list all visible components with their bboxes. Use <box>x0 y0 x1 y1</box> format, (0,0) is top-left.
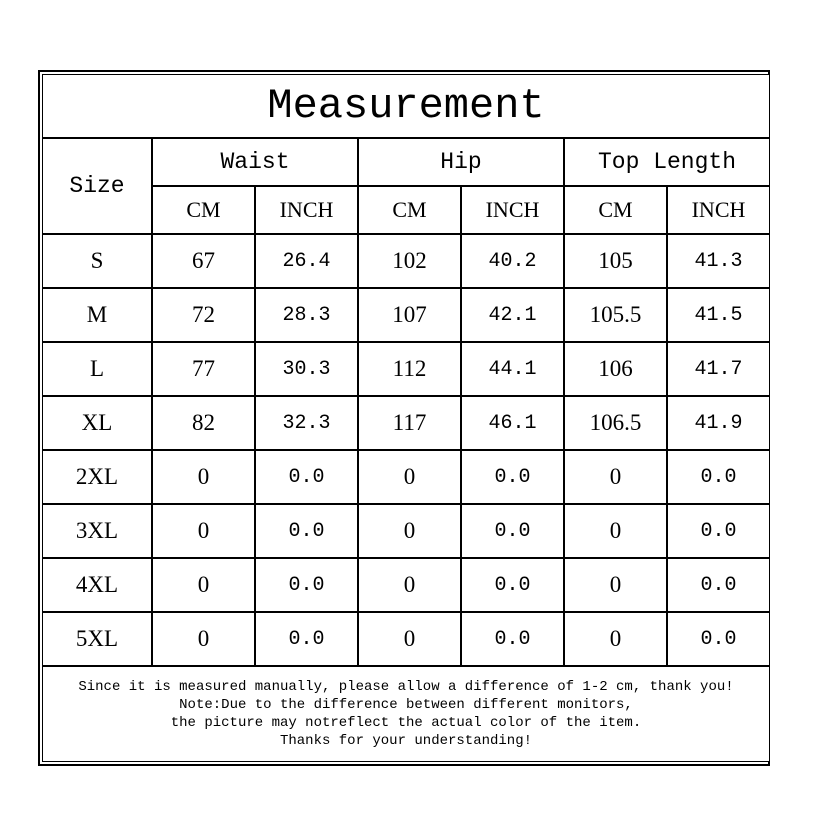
hip-inch-cell: 44.1 <box>461 342 564 396</box>
top-length-cm-cell: 0 <box>564 450 667 504</box>
top-length-cm-cell: 0 <box>564 612 667 666</box>
top-length-cm-cell: 105 <box>564 234 667 288</box>
disclaimer-note <box>42 666 770 762</box>
subheader-hip-cm: CM <box>358 186 461 234</box>
size-cell: 3XL <box>42 504 152 558</box>
waist-cm-cell: 67 <box>152 234 255 288</box>
hip-inch-cell: 0.0 <box>461 558 564 612</box>
note-line: Since it is measured manually, please allow a difference of 1-2 cm, thank you! <box>78 679 734 695</box>
size-cell: 2XL <box>42 450 152 504</box>
top-length-inch-cell: 41.9 <box>667 396 770 450</box>
waist-cm-cell: 0 <box>152 612 255 666</box>
waist-cm-cell: 0 <box>152 450 255 504</box>
hip-cm-cell: 117 <box>358 396 461 450</box>
hip-inch-cell: 40.2 <box>461 234 564 288</box>
size-cell: 4XL <box>42 558 152 612</box>
size-cell: XL <box>42 396 152 450</box>
hip-cm-cell: 0 <box>358 450 461 504</box>
subheader-waist-inch: INCH <box>255 186 358 234</box>
top-length-inch-cell: 41.3 <box>667 234 770 288</box>
waist-inch-cell: 26.4 <box>255 234 358 288</box>
hip-cm-cell: 107 <box>358 288 461 342</box>
size-cell: S <box>42 234 152 288</box>
top-length-inch-cell: 41.7 <box>667 342 770 396</box>
header-size: Size <box>42 138 152 234</box>
top-length-inch-cell: 0.0 <box>667 612 770 666</box>
hip-cm-cell: 112 <box>358 342 461 396</box>
waist-cm-cell: 82 <box>152 396 255 450</box>
top-length-inch-cell: 0.0 <box>667 504 770 558</box>
hip-cm-cell: 102 <box>358 234 461 288</box>
top-length-inch-cell: 41.5 <box>667 288 770 342</box>
waist-cm-cell: 72 <box>152 288 255 342</box>
top-length-inch-cell: 0.0 <box>667 450 770 504</box>
hip-cm-cell: 0 <box>358 504 461 558</box>
top-length-cm-cell: 106 <box>564 342 667 396</box>
top-length-cm-cell: 0 <box>564 558 667 612</box>
waist-inch-cell: 30.3 <box>255 342 358 396</box>
hip-inch-cell: 46.1 <box>461 396 564 450</box>
subheader-hip-inch: INCH <box>461 186 564 234</box>
waist-inch-cell: 0.0 <box>255 612 358 666</box>
waist-inch-cell: 0.0 <box>255 504 358 558</box>
subheader-length-cm: CM <box>564 186 667 234</box>
size-cell: L <box>42 342 152 396</box>
top-length-inch-cell: 0.0 <box>667 558 770 612</box>
table-title: Measurement <box>42 74 770 138</box>
header-hip: Hip <box>358 138 564 186</box>
measurement-table <box>42 74 766 762</box>
waist-inch-cell: 0.0 <box>255 450 358 504</box>
top-length-cm-cell: 105.5 <box>564 288 667 342</box>
hip-inch-cell: 0.0 <box>461 450 564 504</box>
waist-inch-cell: 28.3 <box>255 288 358 342</box>
waist-inch-cell: 0.0 <box>255 558 358 612</box>
hip-cm-cell: 0 <box>358 612 461 666</box>
top-length-cm-cell: 0 <box>564 504 667 558</box>
note-line: the picture may notreflect the actual color of the item. <box>170 715 642 731</box>
hip-inch-cell: 42.1 <box>461 288 564 342</box>
size-cell: 5XL <box>42 612 152 666</box>
hip-inch-cell: 0.0 <box>461 612 564 666</box>
note-line: Note:Due to the difference between different monitors, <box>179 697 633 713</box>
subheader-length-inch: INCH <box>667 186 770 234</box>
measurement-table-frame <box>38 70 770 766</box>
waist-cm-cell: 0 <box>152 504 255 558</box>
waist-cm-cell: 77 <box>152 342 255 396</box>
hip-inch-cell: 0.0 <box>461 504 564 558</box>
header-top-length: Top Length <box>564 138 770 186</box>
waist-inch-cell: 32.3 <box>255 396 358 450</box>
waist-cm-cell: 0 <box>152 558 255 612</box>
size-cell: M <box>42 288 152 342</box>
note-line: Thanks for your understanding! <box>279 733 533 749</box>
hip-cm-cell: 0 <box>358 558 461 612</box>
subheader-waist-cm: CM <box>152 186 255 234</box>
top-length-cm-cell: 106.5 <box>564 396 667 450</box>
header-waist: Waist <box>152 138 358 186</box>
